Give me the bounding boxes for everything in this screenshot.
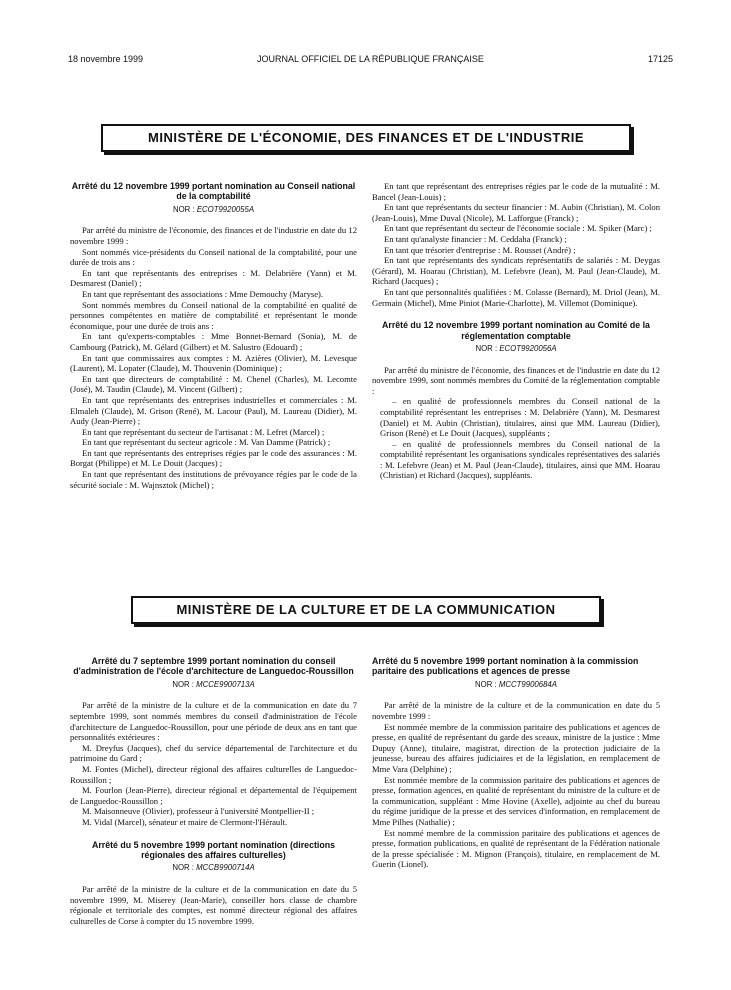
nor-code: ECOT9920055A	[196, 204, 255, 214]
paragraph: Est nommée membre de la commission paritaire des publications et agences de presse, en qualité de représentant du garde des sceaux, ministre de la justice : Mme Dupuy (Anne), titulaire, magistrat, direction de la protection judiciaire de la jeunesse, bureau des affaires judiciaires et de la législation, en remplacement de Mme Vara (Delphine) ;	[372, 721, 660, 774]
paragraph: En tant que représentant des associations : Mme Demouchy (Maryse).	[82, 288, 324, 299]
paragraph: M. Fontes (Michel), directeur régional des affaires culturelles de Languedoc-Roussillon ;	[70, 763, 357, 785]
list-item: – en qualité de professionnels membres du Conseil national de la comptabilité représentant les entreprises : M. Delabrière (Yann), M. Desmarest (Daniel) et M. Aubin (Christian), titulaires, ainsi que MM. Laureau (Didier), Grison (René) et Le Douit (Jacques), suppléants ;	[380, 396, 660, 439]
paragraph: Sont nommés membres du Conseil national de la comptabilité en qualité de personnes compétentes en matière de comptabilité et représentant le monde économique, pour une durée de trois ans :	[70, 299, 357, 331]
paragraph: En tant que commissaires aux comptes : M. Azières (Olivier), M. Levesque (Laurent), M. Lopater (Claude), M. Thouvenin (Dominique) ;	[70, 352, 357, 374]
nor-label: NOR :	[172, 863, 194, 873]
paragraph: En tant que représentant des entreprises régies par le code de la mutualité : M. Bancel (Jean-Louis) ;	[372, 181, 660, 202]
arrete-title: Arrêté du 5 novembre 1999 portant nomination (directions régionales des affaires culturelles)	[92, 839, 335, 860]
nor-label: NOR :	[475, 343, 498, 353]
ministry2-right-column	[372, 656, 660, 956]
paragraph: Est nommé membre de la commission paritaire des publications et agences de presse, formation publications, en qualité de représentant de la Fédération nationale de la presse spécialisée : M. Mignon (François), titulaire, en remplacement de M. Guerin (Lionel).	[372, 827, 660, 870]
paragraph: Est nommée membre de la commission paritaire des publications et agences de presse, formation agences, en qualité de représentant du ministre de la culture et de la communication, suppléant : Mme Hovine (Axelle), adjointe au chef du bureau du régime juridique de la presse et des services d'information, en remplacement de Mme Pilhes (Nathalie) ;	[372, 774, 660, 827]
paragraph: M. Fourlon (Jean-Pierre), directeur régional et départemental de l'équipement de Languedoc-Roussillon ;	[70, 785, 357, 806]
arrete-title: Arrêté du 5 novembre 1999 portant nomination à la commission paritaire des publications et agences de presse	[372, 656, 639, 677]
paragraph: M. Vidal (Marcel), sénateur et maire de Clermont-l'Hérault.	[82, 816, 288, 827]
list-item: – en qualité de professionnels membres du Conseil national de la comptabilité représentant les organisations syndicales représentatives des salariés : M. Lefebvre (Jean) et M. Paul (Jean-Claude), titulaires, ainsi que MM. Hoarau (Christian) et Richard (Jacques), suppléants.	[380, 438, 660, 481]
paragraph: En tant que personnalités qualifiées : M. Colasse (Bernard), M. Driol (Jean), M. Germain (Michel), Mme Piniot (Marie-Charlotte), M. Villemot (Dominique).	[372, 286, 660, 308]
paragraph: Par arrêté de la ministre de la culture et de la communication en date du 5 novembre 1999, M. Miserey (Jean-Marie), conseiller hors classe de chambre régionale et territoriale des comptes, est nommé directeur régional des affaires culturelles de Corse à compter du 15 novembre 1999.	[70, 883, 357, 926]
ministry1-right-column	[372, 181, 660, 561]
paragraph: En tant que représentants du secteur financier : M. Aubin (Christian), M. Colon (Jean-Louis), Mme Duval (Nicole), M. Lafforgue (Franck) ;	[372, 202, 660, 223]
paragraph: En tant que trésorier d'entreprise : M. Rousset (André) ;	[384, 244, 576, 255]
paragraph: Par arrêté de la ministre de la culture et de la communication en date du 5 novembre 1999 :	[372, 700, 660, 721]
paragraph: En tant que représentant du secteur agricole : M. Van Damme (Patrick) ;	[82, 437, 331, 448]
ministry-economy-banner: MINISTÈRE DE L'ÉCONOMIE, DES FINANCES ET DE L'INDUSTRIE	[101, 124, 631, 152]
nor-reference	[372, 344, 660, 355]
nor-code: MCCT9900684A	[498, 679, 557, 689]
ministry1-left-column	[70, 181, 357, 571]
paragraph: Par arrêté du ministre de l'économie, des finances et de l'industrie en date du 12 novembre 1999 :	[70, 225, 357, 246]
ministry-culture-banner: MINISTÈRE DE LA CULTURE ET DE LA COMMUNICATION	[131, 596, 601, 624]
nor-reference	[70, 205, 357, 216]
paragraph: Sont nommés vice-présidents du Conseil national de la comptabilité, pour une durée de trois ans :	[70, 246, 357, 268]
page-number: 17125	[647, 54, 673, 64]
page-header	[68, 52, 673, 68]
nor-reference	[70, 863, 357, 874]
paragraph: Par arrêté de la ministre de la culture et de la communication en date du 7 septembre 1999, sont nommés membres du conseil d'administration de l'école d'architecture de Languedoc-Roussillon, pour une période de deux ans en tant que personnalités extérieures :	[70, 700, 357, 743]
arrete-title: Arrêté du 12 novembre 1999 portant nomination au Conseil national de la comptabilité	[71, 181, 356, 202]
paragraph: En tant que représentants des entreprises : M. Delabrière (Yann) et M. Desmarest (Daniel) ;	[70, 267, 357, 289]
paragraph: En tant qu'analyste financier : M. Ceddaha (Franck) ;	[384, 233, 567, 244]
paragraph: En tant que représentants des entreprises régies par le code des assurances : M. Borgat (Philippe) et M. Le Douit (Jacques) ;	[70, 447, 357, 469]
paragraph: M. Maisonneuve (Olivier), professeur à l'université Montpellier-II ;	[82, 806, 315, 817]
header-date: 18 novembre 1999	[68, 54, 144, 64]
paragraph: En tant que représentants des entreprises industrielles et commerciales : M. Elmaleh (Claude), M. Grison (René), M. Lacour (Paul), M. Laureau (Didier), M. Audy (Jean-Pierre) ;	[70, 394, 357, 427]
paragraph: En tant que directeurs de comptabilité : M. Chenel (Charles), M. Lecomte (José), M. Taudin (Claude), M. Vincent (Gilbert) ;	[70, 373, 357, 395]
paragraph: En tant que représentants des syndicats représentatifs de salariés : M. Deygas (Gérard), M. Hoarau (Christian), M. Lefebvre (Jean), M. Paul (Jean-Claude), M. Richard (Jacques) ;	[372, 255, 660, 287]
nor-code: MCCE9900713A	[196, 679, 255, 689]
journal-title: JOURNAL OFFICIEL DE LA RÉPUBLIQUE FRANÇAISE	[257, 54, 484, 64]
nor-label: NOR :	[172, 679, 194, 689]
nor-reference	[372, 680, 660, 691]
paragraph: En tant qu'experts-comptables : Mme Bonnet-Bernard (Sonia), M. de Cambourg (Patrick), M. Gélard (Gilbert) et M. Salustro (Edouard) ;	[70, 331, 357, 352]
paragraph: M. Dreyfus (Jacques), chef du service départemental de l'architecture et du patrimoine du Gard ;	[70, 742, 357, 764]
nor-code: ECOT9920056A	[499, 343, 557, 353]
paragraph: En tant que représentant du secteur de l'économie sociale : M. Spiker (Marc) ;	[384, 223, 652, 234]
arrete-title: Arrêté du 12 novembre 1999 portant nomination au Comité de la réglementation comptable	[382, 320, 650, 341]
paragraph: Par arrêté du ministre de l'économie, des finances et de l'industrie en date du 12 novembre 1999, sont nommés membres du Comité de la réglementation comptable :	[372, 364, 660, 396]
nor-label: NOR :	[172, 204, 195, 214]
nor-code: MCCB9900714A	[196, 863, 255, 873]
arrete-title: Arrêté du 7 septembre 1999 portant nomination du conseil d'administration de l'école d'architecture de Languedoc-Roussillon	[73, 656, 354, 677]
nor-label: NOR :	[475, 679, 497, 689]
ministry2-left-column	[70, 656, 357, 956]
paragraph: En tant que représentant des institutions de prévoyance régies par le code de la sécurité sociale : M. Wajnsztok (Michel) ;	[70, 469, 357, 490]
paragraph: En tant que représentant du secteur de l'artisanat : M. Lefret (Marcel) ;	[82, 426, 325, 437]
nor-reference	[70, 680, 357, 691]
